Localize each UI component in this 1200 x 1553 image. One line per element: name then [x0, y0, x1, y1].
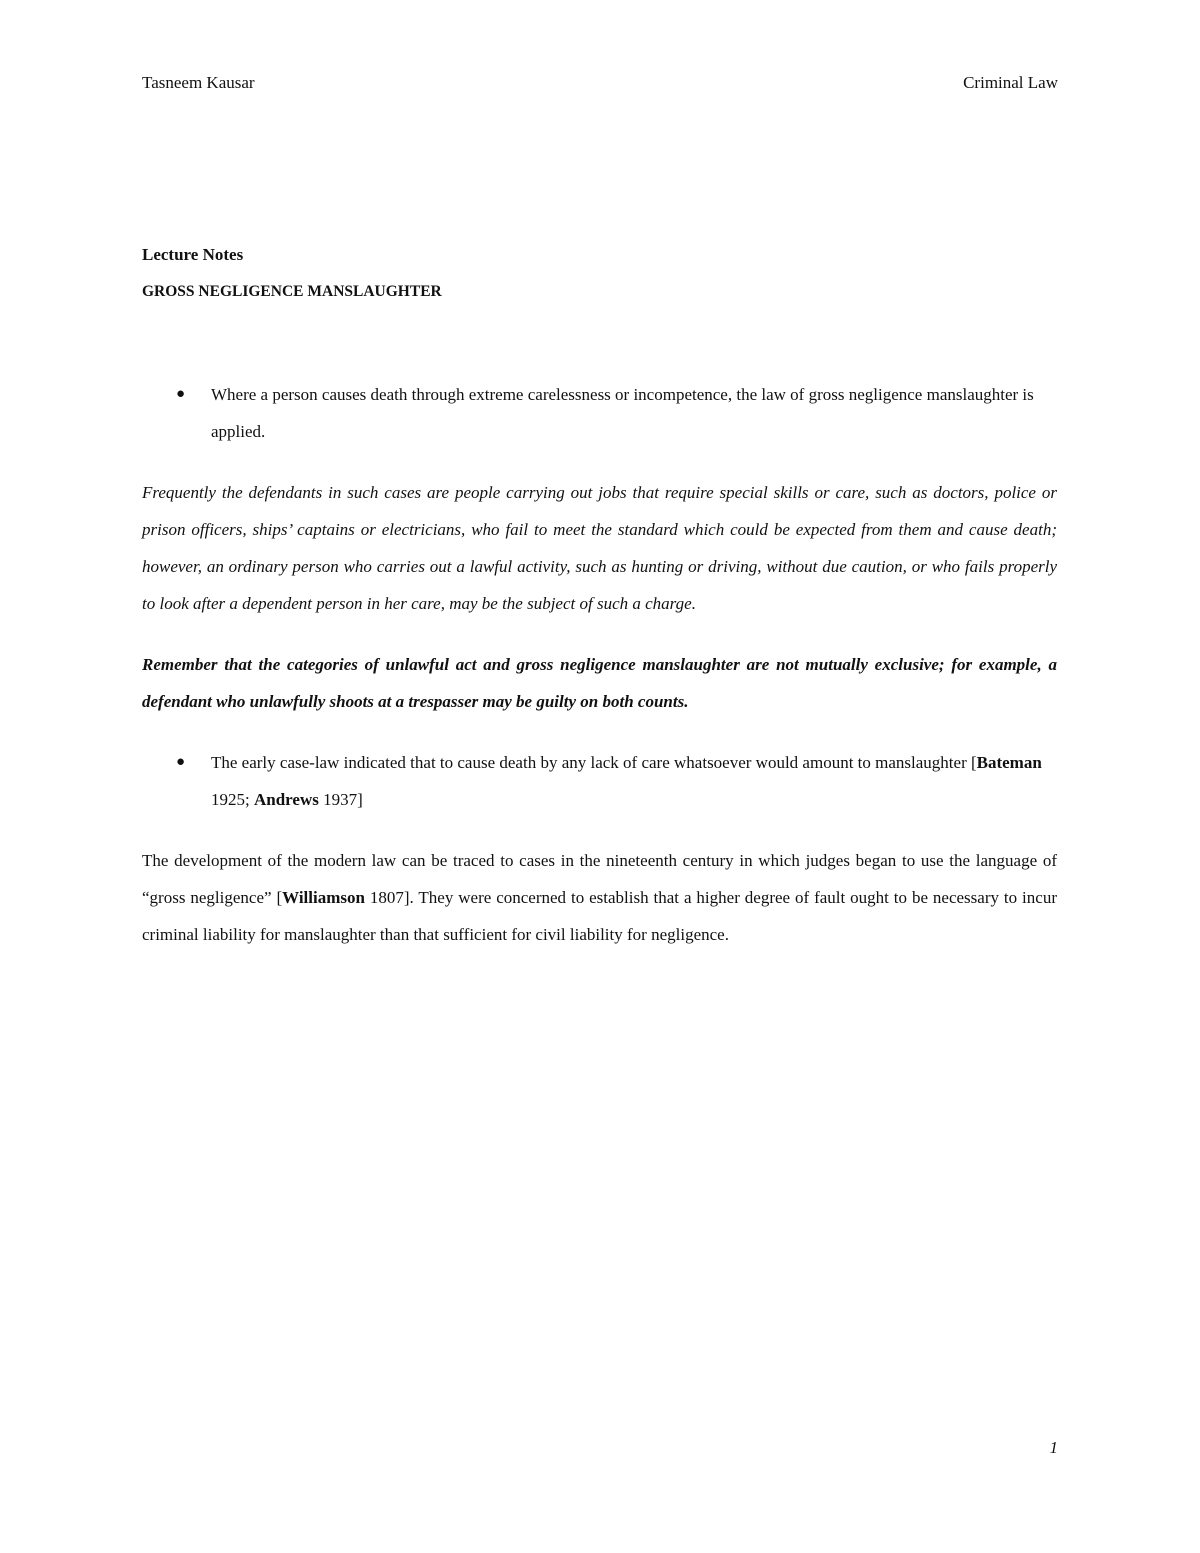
- body-paragraph: [142, 842, 1057, 953]
- document-body: [142, 243, 1057, 953]
- case-year: 1925;: [211, 790, 254, 809]
- paragraph-lead: The development of the modern law can be traced to cases in the nineteenth century in which judges began to use the language of “gross negligence” [: [142, 851, 1057, 907]
- bullet-item: [142, 744, 1057, 818]
- case-name: Williamson: [282, 888, 365, 907]
- bullet-icon: ●: [176, 754, 186, 770]
- emphasis-paragraph: Remember that the categories of unlawful act and gross negligence manslaughter are not mutually exclusive; for example, a defendant who unlawfully shoots at a trespasser may be guilty on both counts.: [142, 655, 1057, 711]
- case-name: Bateman: [976, 753, 1042, 772]
- paragraph-tail: 1807]. They were concerned to establish that a higher degree of fault ought to be necessary to incur criminal liability for manslaughter than that sufficient for civil liability for negligence.: [142, 888, 1057, 944]
- bullet-item: [142, 376, 1057, 450]
- case-name: Andrews: [253, 790, 319, 809]
- document-subtitle: GROSS NEGLIGENCE MANSLAUGHTER: [142, 283, 442, 300]
- header-author: Tasneem Kausar: [142, 73, 255, 92]
- header-course: Criminal Law: [963, 73, 1058, 92]
- page-number: 1: [1049, 1438, 1058, 1457]
- bullet-text: Where a person causes death through extreme carelessness or incompetence, the law of gross negligence manslaughter is applied.: [211, 385, 1034, 441]
- case-year: 1937]: [318, 790, 363, 809]
- bullet-icon: ●: [176, 386, 186, 402]
- bullet-text: [211, 753, 1042, 809]
- document-title: Lecture Notes: [142, 245, 244, 264]
- italic-paragraph: Frequently the defendants in such cases are people carrying out jobs that require special skills or care, such as doctors, police or prison officers, ships’ captains or electricians, who fail to meet the standard which could be expected from them and cause death; however, an ordinary person who carries out a lawful activity, such as hunting or driving, without due caution, or who fails properly to look after a dependent person in her care, may be the subject of such a charge.: [142, 483, 1057, 613]
- bullet-text-lead: The early case-law indicated that to cause death by any lack of care whatsoever would amount to manslaughter [: [211, 753, 977, 772]
